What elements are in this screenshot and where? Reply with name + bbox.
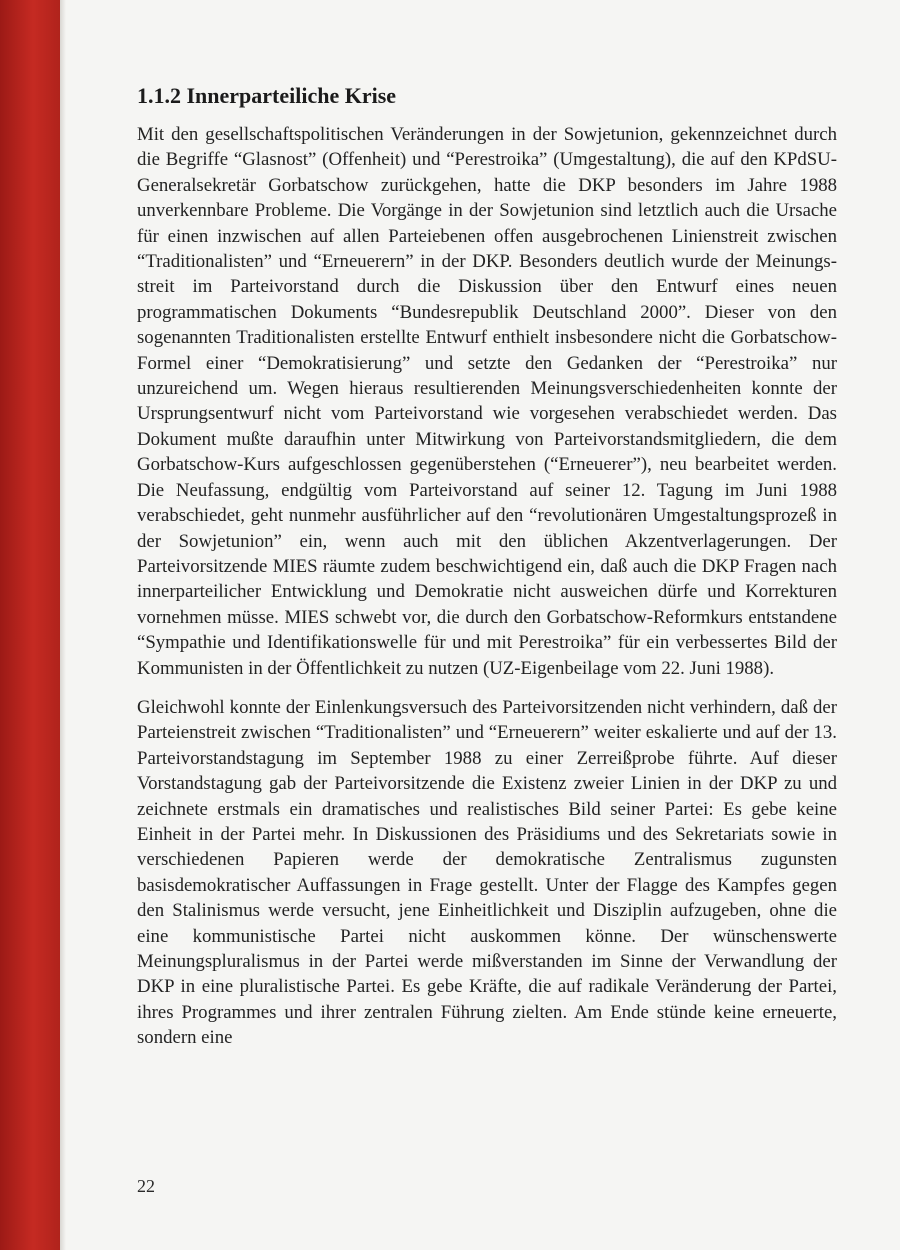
page-number: 22 [137, 1176, 155, 1196]
book-spine-binding [0, 0, 60, 1250]
document-page [137, 82, 837, 1051]
body-paragraph-1: Mit den gesellschaftspolitischen Veränderungen in der Sowjetunion, gekennzeichnet durch die Begriffe “Glasnost” (Offenheit) und “Perestroika” (Umgestaltung), die auf den KPdSU-Generalsekretär Gorbatschow zurückgehen, hatte die DKP besonders im Jahre 1988 unverkennbare Probleme. Die Vorgänge in der Sowjetunion sind letztlich auch die Ursache für einen inzwischen auf allen Parteiebenen offen ausgebrochenen Linienstreit zwischen “Traditionalisten” und “Erneuerern” in der DKP. Besonders deutlich wurde der Meinungsstreit im Parteivorstand durch die Diskussion über den Entwurf eines neuen programmatischen Dokuments “Bundesrepublik Deutschland 2000”. Dieser von den sogenannten Traditionalisten erstellte Entwurf enthielt insbesondere nicht die Gorbatschow-Formel einer “Demokratisierung” und setzte den Gedanken der “Perestroika” nur unzureichend um. Wegen hieraus resultierenden Meinungsverschiedenheiten konnte der Ursprungsentwurf nicht vom Parteivorstand wie vorgesehen verabschiedet werden. Das Dokument mußte daraufhin unter Mitwirkung von Parteivorstandsmitgliedern, die dem Gorbatschow-Kurs aufgeschlossen gegenüberstehen (“Erneuerer”), neu bearbeitet werden. Die Neufassung, endgültig vom Parteivorstand auf seiner 12. Tagung im Juni 1988 verabschiedet, geht nunmehr ausführlicher auf den “revolutionären Umgestaltungsprozeß in der Sowjetunion” ein, wenn auch mit den üblichen Akzentverlagerungen. Der Parteivorsitzende MIES räumte zudem beschwichtigend ein, daß auch die DKP Fragen nach innerparteilicher Entwicklung und Demokratie nicht ausweichen dürfe und Korrekturen vornehmen müsse. MIES schwebt vor, die durch den Gorbatschow-Reformkurs entstandene “Sympathie und Identifikationswelle für und mit Perestroika” für ein verbessertes Bild der Kommunisten in der Öffentlichkeit zu nutzen (UZ-Eigenbeilage vom 22. Juni 1988). [137, 124, 837, 679]
section-heading: 1.1.2 Innerparteiliche Krise [137, 83, 397, 108]
body-paragraph-2: Gleichwohl konnte der Einlenkungsversuch des Parteivorsitzenden nicht verhindern, daß der Parteienstreit zwischen “Traditionalisten” und “Erneuerern” weiter eskalierte und auf der 13. Parteivorstandstagung im September 1988 zu einer Zerreißprobe führte. Auf dieser Vorstandstagung gab der Parteivorsitzende die Existenz zweier Linien in der DKP zu und zeichnete erstmals ein dramatisches und realistisches Bild seiner Partei: Es gebe keine Einheit in der Partei mehr. In Diskussionen des Präsidiums und des Sekretariats sowie in verschiedenen Papieren werde der demokratische Zentralismus zugunsten basisdemokratischer Auffassungen in Frage gestellt. Unter der Flagge des Kampfes gegen den Stalinismus werde versucht, jene Einheitlichkeit und Disziplin aufzugeben, ohne die eine kommunistische Partei nicht auskommen könne. Der wünschenswerte Meinungspluralismus in der Partei werde mißverstanden im Sinne der Verwandlung der DKP in eine pluralistische Partei. Es gebe Kräfte, die auf radikale Veränderung der Partei, ihres Programmes und ihrer zentralen Führung zielten. Am Ende stünde keine erneuerte, sondern eine [137, 696, 837, 1049]
page-gutter-shadow [60, 0, 66, 1250]
